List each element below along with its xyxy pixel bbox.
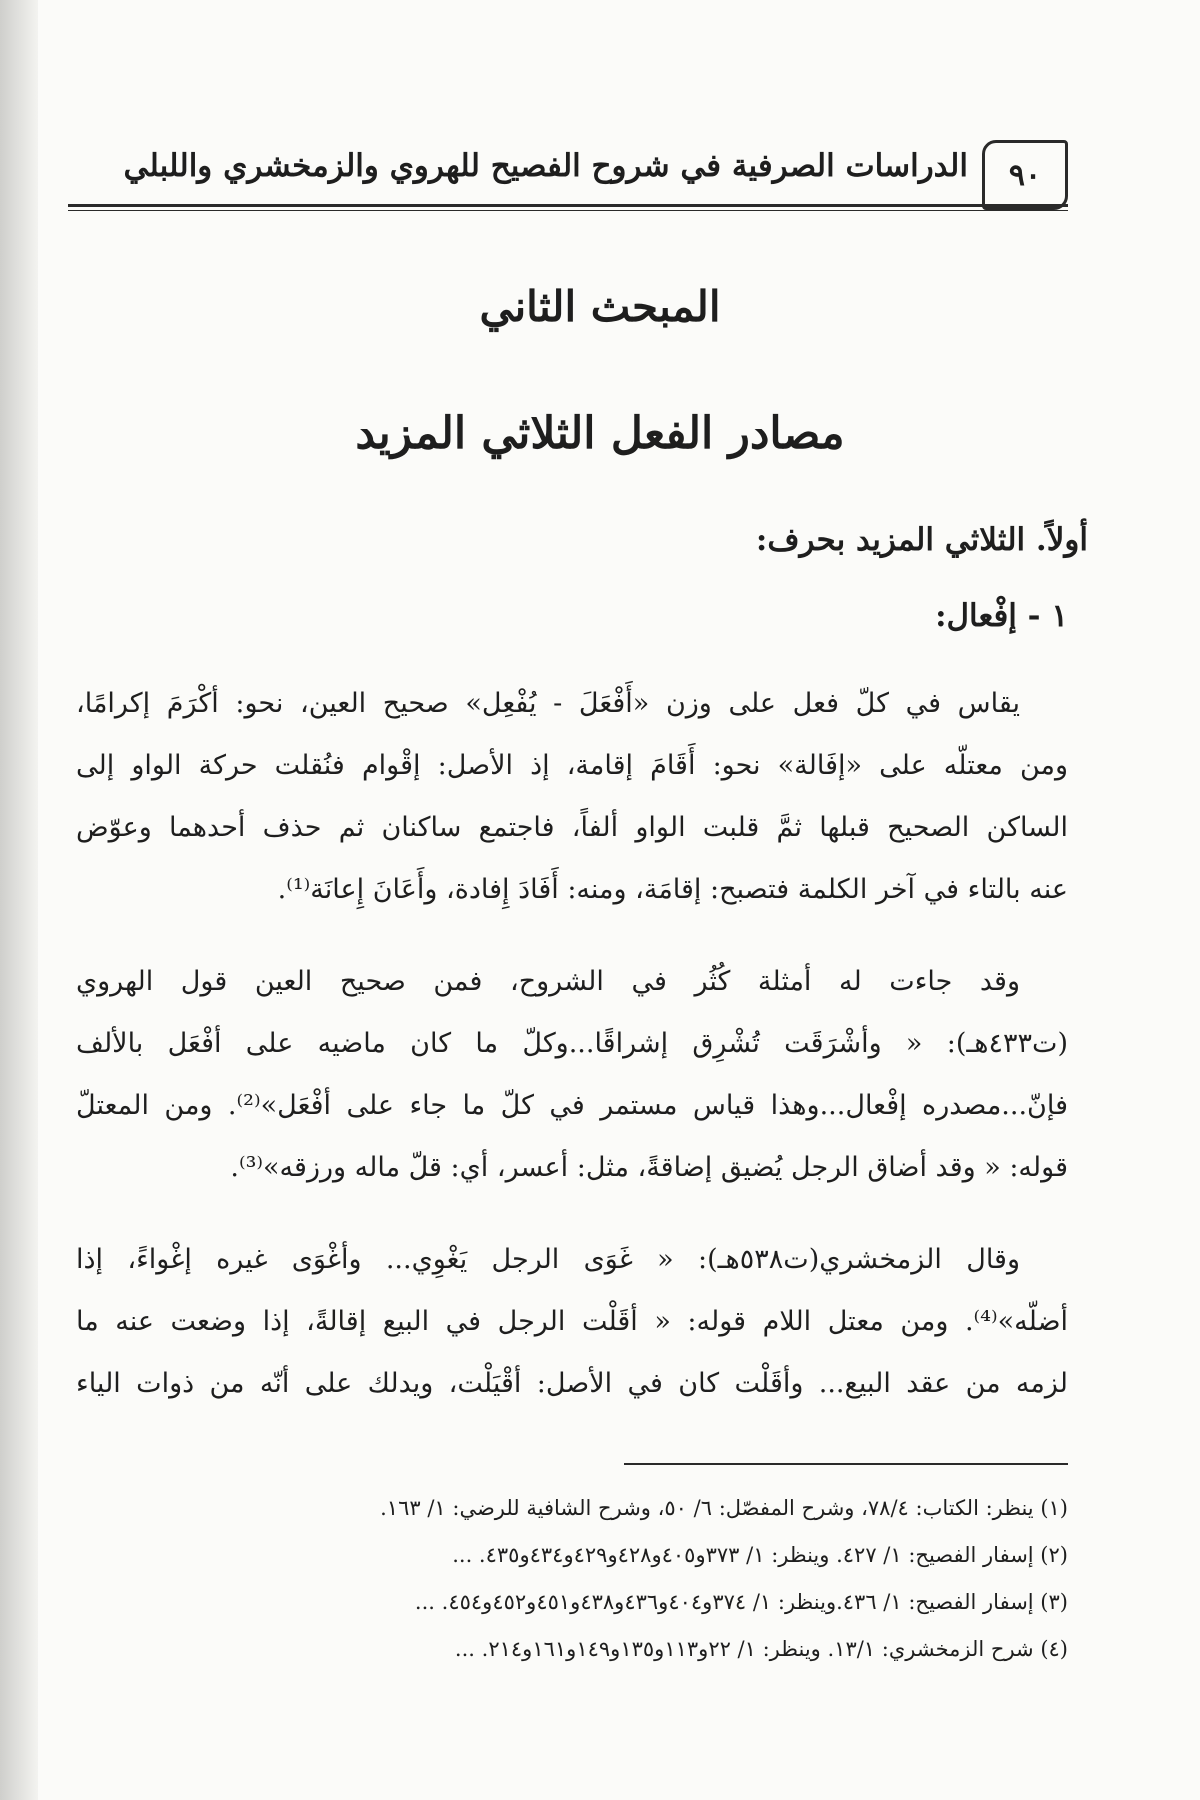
body-line: لزمه من عقد البيع... وأقَلْت كان في الأصل: أقْيَلْت، ويدلك على أنّه من ذوات الياء	[76, 1368, 1068, 1399]
body-line: فإنّ...مصدره إفْعال...وهذا قياس مستمر في كلّ ما جاء على أفْعَل»⁽²⁾. ومن المعتلّ	[76, 1090, 1068, 1121]
section-title: مصادر الفعل الثلاثي المزيد	[355, 408, 845, 459]
footnote: (٤) شرح الزمخشري: ١٣/١. وينظر: ١/ ٢٢و١١٣و١٣٥و١٤٩و١٦١و٢١٤. ...	[454, 1637, 1068, 1661]
page-header	[68, 140, 1068, 212]
body-line: ومن معتلّه على «إفَالة» نحو: أَقَامَ إقامة، إذ الأصل: إقْوام فنُقلت حركة الواو إلى	[76, 750, 1068, 781]
running-title: الدراسات الصرفية في شروح الفصيح للهروي والزمخشري واللبلي	[123, 148, 968, 184]
body-line: أضلّه»⁽⁴⁾. ومن معتل اللام قوله: « أقَلْت الرجل في البيع إقالةً، إذا وضعت عنه ما	[76, 1306, 1068, 1337]
header-rule	[68, 204, 1068, 207]
chapter-title: المبحث الثاني	[479, 282, 721, 331]
header-rule-thin	[68, 210, 1068, 211]
footnote: (٣) إسفار الفصيح: ١/ ٤٣٦.وينظر: ١/ ٣٧٤و٤٠٤و٤٣٦و٤٣٨و٤٥١و٤٥٢و٤٥٤. ...	[414, 1590, 1068, 1614]
heading-augmented-one-letter: أولاً. الثلاثي المزيد بحرف:	[755, 522, 1088, 558]
page-number: ٩٠	[982, 140, 1068, 210]
body-line: الساكن الصحيح قبلها ثمَّ قلبت الواو ألفاً، فاجتمع ساكنان ثم حذف أحدهما وعوّض	[76, 812, 1068, 843]
body-line: (ت٤٣٣هـ): « وأشْرَقَت تُشْرِق إشراقًا...وكلّ ما كان ماضيه على أفْعَل بالألف	[76, 1028, 1068, 1059]
footnote: (٢) إسفار الفصيح: ١/ ٤٢٧. وينظر: ١/ ٣٧٣و٤٠٥و٤٢٨و٤٢٩و٤٣٤و٤٣٥. ...	[452, 1543, 1068, 1567]
body-line: عنه بالتاء في آخر الكلمة فتصبح: إقامَة، ومنه: أَفَادَ إِفادة، وأَعَانَ إِعانَة⁽¹⁾.	[277, 874, 1068, 905]
body-line: وقد جاءت له أمثلة كُثُر في الشروح، فمن صحيح العين قول الهروي	[76, 966, 1020, 997]
heading-if-al: ١ - إفْعال:	[935, 598, 1068, 634]
body-line: يقاس في كلّ فعل على وزن «أَفْعَلَ - يُفْعِل» صحيح العين، نحو: أكْرَمَ إكرامًا،	[76, 688, 1020, 719]
footnote-separator	[624, 1463, 1068, 1465]
body-line: قوله: « وقد أضاق الرجل يُضيق إضاقةً، مثل: أعسر، أي: قلّ ماله ورزقه»⁽³⁾.	[230, 1152, 1068, 1183]
footnote: (١) ينظر: الكتاب: ٧٨/٤، وشرح المفصّل: ٦/ ٥٠، وشرح الشافية للرضي: ١/ ١٦٣.	[380, 1496, 1068, 1520]
body-line: وقال الزمخشري(ت٥٣٨هـ): « غَوَى الرجل يَغْوِي... وأغْوَى غيره إغْواءً، إذا	[76, 1244, 1020, 1275]
